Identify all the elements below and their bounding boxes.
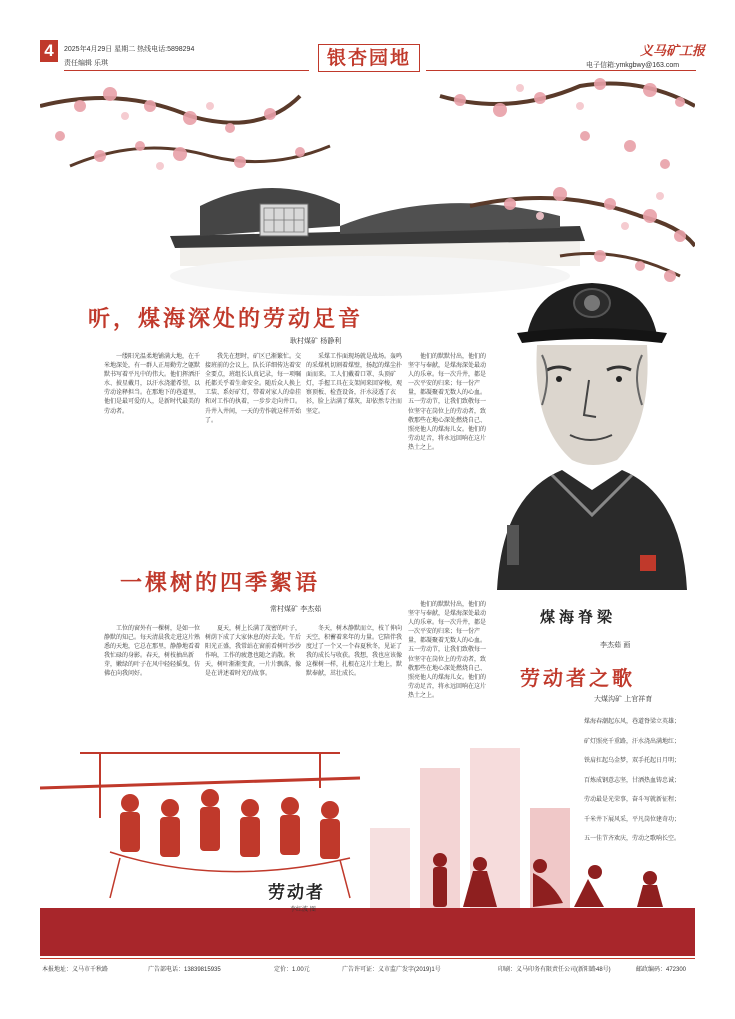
blossom-banner-illustration: [40, 76, 695, 306]
date-line: 2025年4月29日 星期二 热线电话:5898294: [64, 46, 195, 53]
footer-rule: [40, 958, 695, 959]
footer-address: 本报地址：义马市千秋路: [42, 967, 109, 973]
poem-line: 百炼成钢意志坚，甘洒热血铸忠诚；: [584, 776, 681, 784]
article2-byline: 常村煤矿 李杰茹: [270, 605, 322, 613]
article2-column-3: 冬天，树木静默而立，枝丫伸向天空，积蓄着来年的力量。它陪伴我度过了一个又一个春夏秋冬，见证了我的成长与收获。我想，我也应该像这棵树一样，扎根在这片土地上，默默奉献，茁壮成长。: [306, 625, 402, 678]
poem-line: 铁肩扛起乌金梦，双手托起日月明；: [584, 757, 681, 764]
newspaper-logo: 义马矿工报: [640, 44, 706, 59]
article2-column-2: 夏天，树上长满了茂密的叶子，树荫下成了大家休息的好去处。午后阳光正盛，我常站在窗前看树叶沙沙作响，工作的疲惫也随之消散。秋天，树叶渐渐变黄，一片片飘落，像是在讲述着时光的故事。: [205, 625, 301, 678]
article1-column-3: 采煤工作面现场就是战场。轰鸣的采煤机切割着煤壁，扬起的煤尘扑面而来。工人们戴着口罩、头顶矿灯，手握工具在支架间来回穿梭，观察顶板、检查设备，汗水浸透了衣衫，脸上沾满了煤灰，却依然专注而坚定。: [306, 353, 402, 415]
article1-column-4: 他们的默默付出，他们的坚守与奉献，是煤海深处最动人的乐章。每一次升井，都是一次平安的归来；每一份产量，都凝聚着无数人的心血。五一劳动节，让我们致敬每一位坚守在岗位上的劳动者，致敬那些在地心深处燃烧自己、照亮他人的煤海儿女。他们的劳动足音，将永远回响在这片热土之上。: [408, 353, 487, 451]
footer-price: 定价：1.00元: [274, 967, 310, 973]
article1-column-2: 我先在想时，矿区已渐繁忙。交接班前的会议上，队长详细传达着安全要点，班组长认真记录，每一项嘱托都关乎着生命安全。随后众人换上工装、系好矿灯，带着对家人的牵挂和对工作的执着，一步步走向井口。升井入井间，一天的劳作就这样开始了。: [205, 353, 301, 424]
poem-line: 五一佳节齐欢庆，劳动之歌响长空。: [584, 835, 681, 842]
footer-license: 广告许可证：义市监广发字(2019)1号: [342, 967, 441, 973]
footer-printer: 印刷：义马印务有限责任公司(新阳路48号): [498, 967, 611, 973]
illustration-credit: 李红波 图: [290, 906, 316, 913]
article2-headline: 一棵树的四季絮语: [120, 570, 321, 596]
article2-column-4: 他们的默默付出，他们的坚守与奉献，是煤海深处最动人的乐章。每一次升井，都是一次平安的归来；每一份产量，都凝聚着无数人的心血。五一劳动节，让我们致敬每一位坚守在岗位上的劳动者，致敬那些在地心深处燃烧自己、照亮他人的煤海儿女。他们的劳动足音，将永远回响在这片热土之上。: [408, 601, 487, 699]
article1-headline: 听，煤海深处的劳动足音: [88, 306, 364, 332]
article2-column-1: 工位的窗外有一棵树，是如一位静默的知己。每天清晨我走进这片熟悉的天地，它总在那里，静静地看着我忙碌的身影。春天，树枝抽出新芽，嫩绿的叶子在风中轻轻摇曳，仿佛在向我问好。: [104, 625, 200, 678]
poem-line: 煤海春潮起东风，巷道脊梁立英雄；: [584, 718, 681, 725]
masthead-rule-right: [426, 70, 696, 71]
artwork-title: 煤海脊梁: [540, 608, 617, 626]
poem-line: 千米井下展风采，平凡岗位建奇功；: [584, 815, 681, 823]
footer-postcode: 邮政编码：472300: [636, 967, 687, 973]
poem-line: 矿灯照亮千重路，汗水浇出满地红；: [584, 737, 681, 745]
footer-ad-phone: 广告部电话：13839815935: [148, 967, 221, 973]
email-line: 电子信箱:ymkgbwy@163.com: [586, 62, 680, 69]
miner-portrait-illustration: [492, 275, 692, 590]
editor-line: 责任编辑 乐琪: [64, 60, 108, 67]
masthead-rule-left: [64, 70, 309, 71]
poem-line: 劳动最是光荣事，奋斗写就新征程；: [584, 796, 681, 803]
article1-byline: 耿村煤矿 杨静利: [290, 337, 342, 345]
section-title: 银杏园地: [318, 44, 420, 72]
page-number: 4: [40, 40, 58, 62]
article1-column-1: 一缕阳光温柔地铺满大地，在千米地深处，有一群人正用勤劳之躯默默书写着平凡中的伟大。他们挥洒汗水、披星戴月，以汗水浇灌希望，以劳动诠释担当。在那地下的巷道里，他们是最可爱的人，是新时代最美的劳动者。: [104, 353, 200, 415]
poem-headline: 劳动者之歌: [520, 666, 635, 690]
workers-illustration: [40, 748, 695, 956]
artwork-credit: 李杰茹 画: [600, 641, 631, 649]
poem-byline: 大煤沟矿 上官祥育: [594, 695, 653, 703]
illustration-caption: 劳动者: [268, 883, 325, 903]
